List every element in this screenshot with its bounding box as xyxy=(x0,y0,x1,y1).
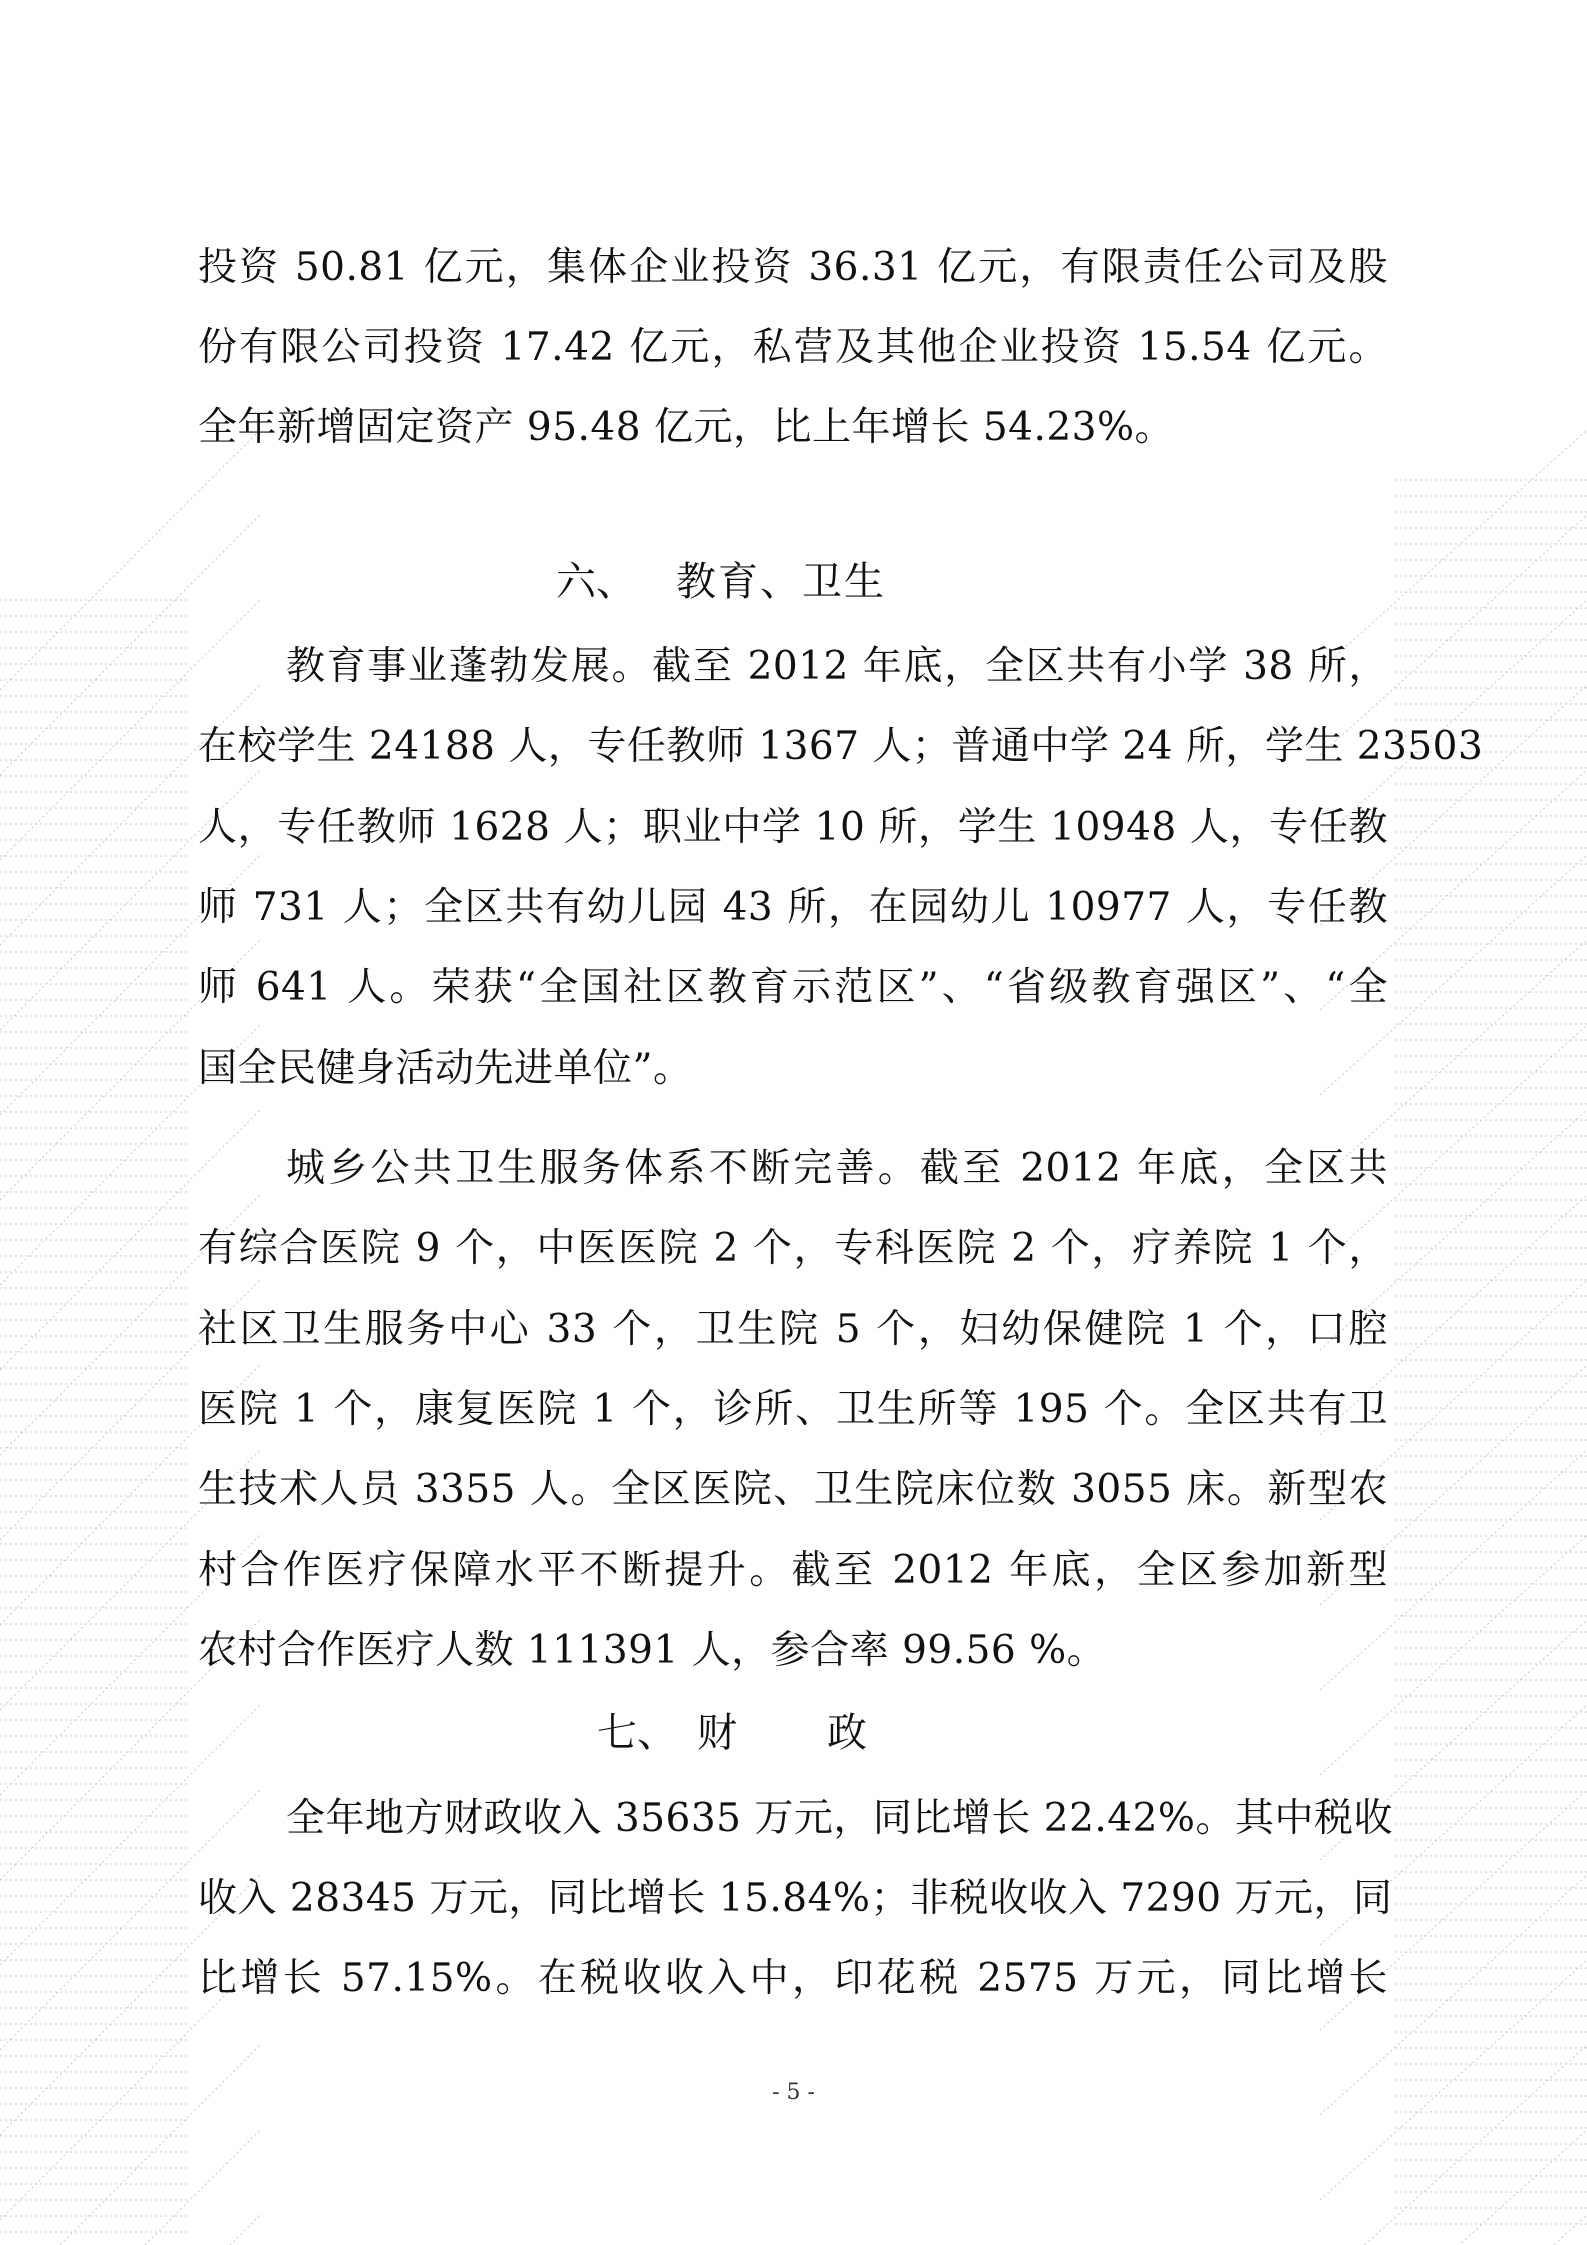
health-line: 医院 1 个，康复医院 1 个，诊所、卫生所等 195 个。全区共有卫 xyxy=(198,1387,1388,1432)
section-heading-7-title-b: 政 xyxy=(827,1710,867,1756)
section-heading-7-number: 七、 xyxy=(597,1710,677,1756)
health-line: 村合作医疗保障水平不断提升。截至 2012 年底，全区参加新型 xyxy=(198,1548,1388,1593)
health-line: 生技术人员 3355 人。全区医院、卫生院床位数 3055 床。新型农 xyxy=(198,1467,1388,1512)
edu-line: 人，专任教师 1628 人；职业中学 10 所，学生 10948 人，专任教 xyxy=(198,805,1388,850)
intro-line: 全年新增固定资产 95.48 亿元，比上年增长 54.23%。 xyxy=(198,405,1175,450)
finance-line: 比增长 57.15%。在税收收入中，印花税 2575 万元，同比增长 xyxy=(198,1956,1388,2001)
edu-line: 师 731 人；全区共有幼儿园 43 所，在园幼儿 10977 人，专任教 xyxy=(198,885,1388,930)
section-heading-7-title-a: 财 xyxy=(697,1710,737,1756)
health-line: 城乡公共卫生服务体系不断完善。截至 2012 年底，全区共 xyxy=(286,1146,1388,1191)
edu-line: 师 641 人。荣获“全国社区教育示范区”、“省级教育强区”、“全 xyxy=(198,965,1388,1010)
edu-line: 教育事业蓬勃发展。截至 2012 年底，全区共有小学 38 所， xyxy=(286,644,1388,689)
edu-line: 在校学生 24188 人，专任教师 1367 人；普通中学 24 所，学生 23503 xyxy=(198,724,1484,769)
section-heading-6-number: 六、 xyxy=(556,559,636,605)
edu-line: 国全民健身活动先进单位”。 xyxy=(198,1046,693,1091)
health-line: 有综合医院 9 个，中医医院 2 个，专科医院 2 个，疗养院 1 个， xyxy=(198,1226,1388,1271)
finance-line: 收入 28345 万元，同比增长 15.84%；非税收收入 7290 万元，同 xyxy=(198,1876,1393,1921)
page-number: - 5 - xyxy=(772,2080,815,2105)
health-line: 农村合作医疗人数 111391 人，参合率 99.56 %。 xyxy=(198,1628,1107,1673)
intro-line: 投资 50.81 亿元，集体企业投资 36.31 亿元，有限责任公司及股 xyxy=(198,245,1388,290)
finance-line: 全年地方财政收入 35635 万元，同比增长 22.42%。其中税收 xyxy=(286,1796,1393,1841)
section-heading-6-title: 教育、卫生 xyxy=(676,559,886,605)
intro-line: 份有限公司投资 17.42 亿元，私营及其他企业投资 15.54 亿元。 xyxy=(198,325,1388,370)
health-line: 社区卫生服务中心 33 个，卫生院 5 个，妇幼保健院 1 个，口腔 xyxy=(198,1307,1388,1352)
